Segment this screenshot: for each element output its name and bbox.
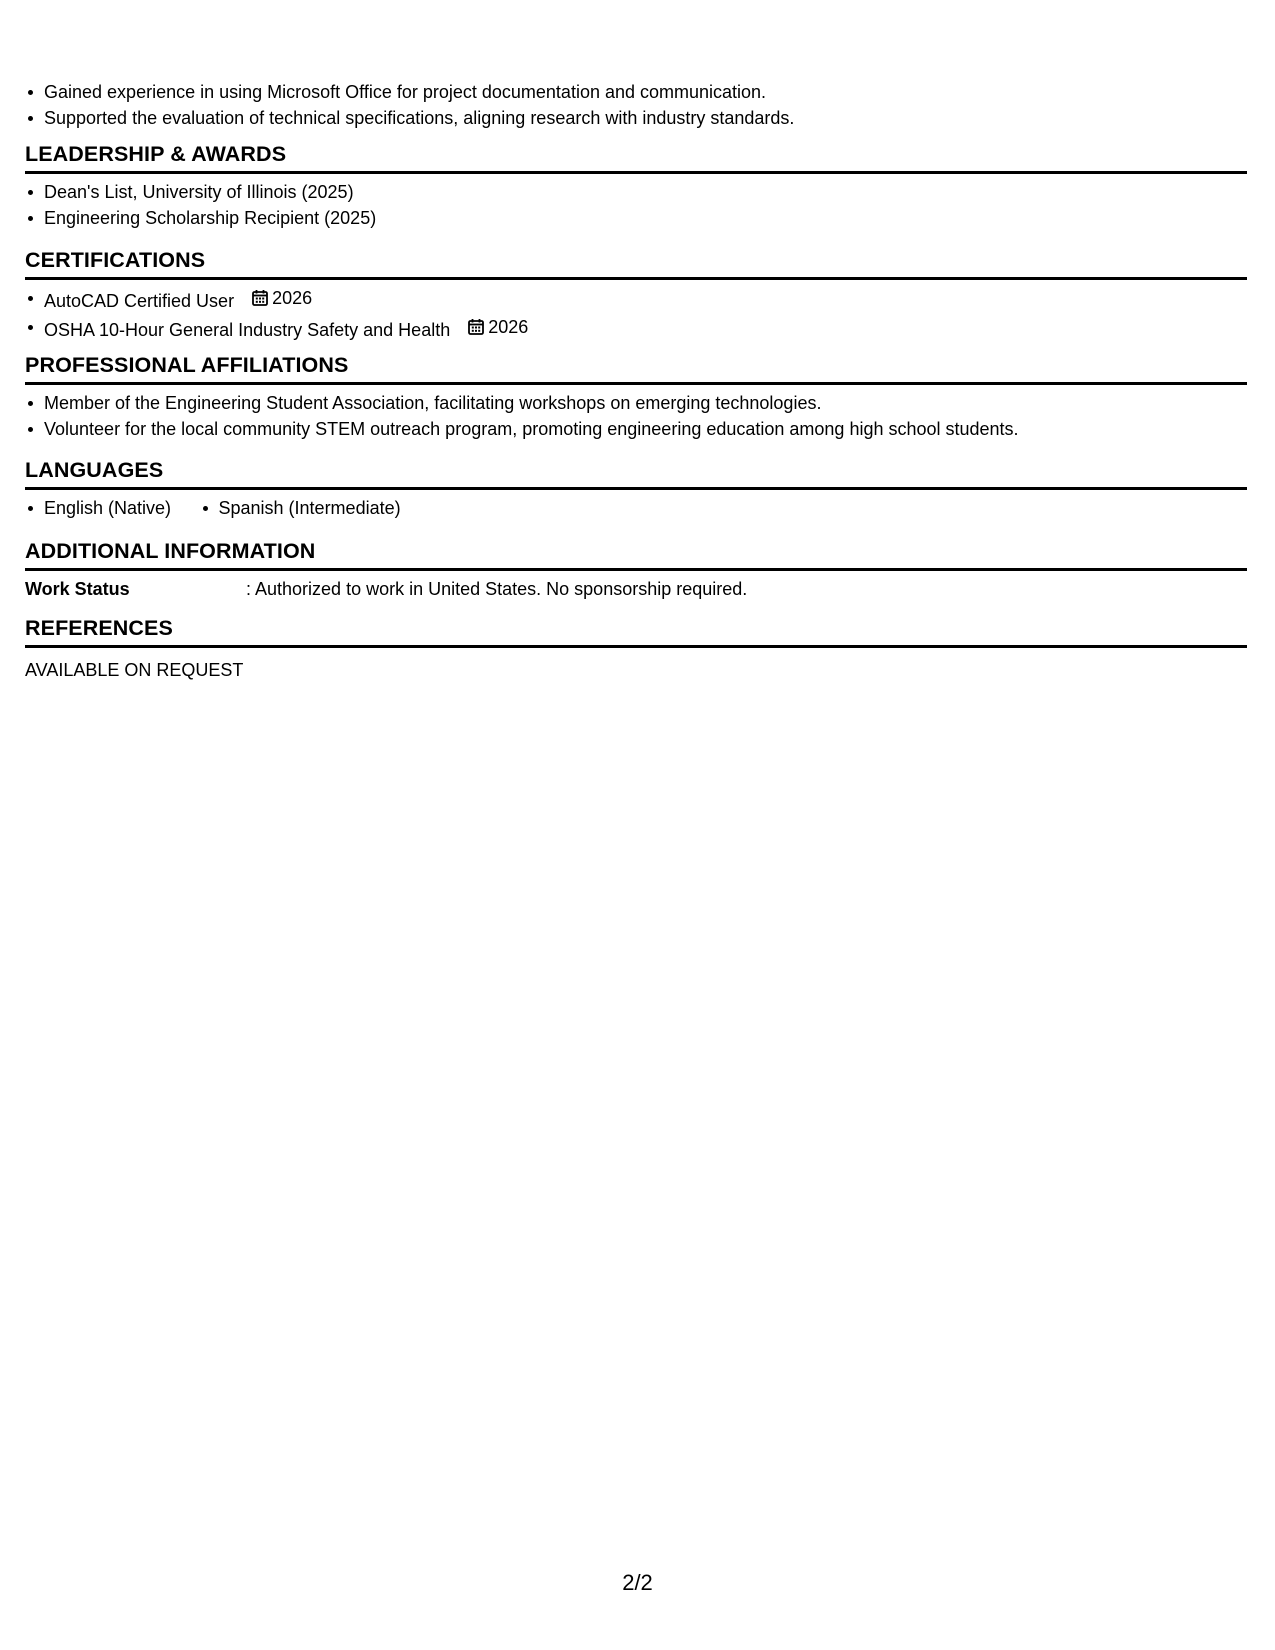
experience-bullets <box>25 79 794 131</box>
additional-info-section <box>25 538 1247 602</box>
list-item: Volunteer for the local community STEM outreach program, promoting engineering education among high school students. <box>25 416 1247 442</box>
certification-year: 2026 <box>488 317 529 337</box>
list-item: Dean's List, University of Illinois (2025) <box>25 179 1247 205</box>
section-title: CERTIFICATIONS <box>25 247 1247 280</box>
languages-list <box>25 495 1247 521</box>
page-number: 2/2 <box>622 1570 653 1595</box>
list-item <box>25 285 1247 314</box>
leadership-section <box>25 141 1247 231</box>
work-status-row <box>25 576 1247 602</box>
list-item: Spanish (Intermediate) <box>200 495 401 521</box>
certification-name: OSHA 10-Hour General Industry Safety and Health <box>44 320 451 340</box>
list-item: Gained experience in using Microsoft Office for project documentation and communication. <box>25 79 794 105</box>
certification-date <box>467 314 528 340</box>
certifications-section <box>25 247 1247 343</box>
calendar-icon <box>251 289 269 307</box>
work-status-label: Work Status <box>25 579 130 599</box>
list-item <box>25 314 1247 343</box>
section-title: LANGUAGES <box>25 457 1247 490</box>
references-text: AVAILABLE ON REQUEST <box>25 660 244 680</box>
certification-date <box>251 285 312 311</box>
list-item: Engineering Scholarship Recipient (2025) <box>25 205 1247 231</box>
section-title: PROFESSIONAL AFFILIATIONS <box>25 352 1247 385</box>
section-title: REFERENCES <box>25 615 1247 648</box>
leadership-list <box>25 179 1247 231</box>
affiliations-section <box>25 352 1247 442</box>
certification-name: AutoCAD Certified User <box>44 291 235 311</box>
languages-section <box>25 457 1247 521</box>
references-section <box>25 615 1247 683</box>
section-title: LEADERSHIP & AWARDS <box>25 141 1247 174</box>
section-title: ADDITIONAL INFORMATION <box>25 538 1247 571</box>
work-status-value: : Authorized to work in United States. No sponsorship required. <box>246 579 748 599</box>
affiliations-list <box>25 390 1247 442</box>
list-item: Member of the Engineering Student Association, facilitating workshops on emerging technologies. <box>25 390 1247 416</box>
list-item: Supported the evaluation of technical specifications, aligning research with industry standards. <box>25 105 794 131</box>
list-item: English (Native) <box>25 495 171 521</box>
calendar-icon <box>467 318 485 336</box>
certification-year: 2026 <box>272 288 313 308</box>
certifications-list <box>25 285 1247 343</box>
